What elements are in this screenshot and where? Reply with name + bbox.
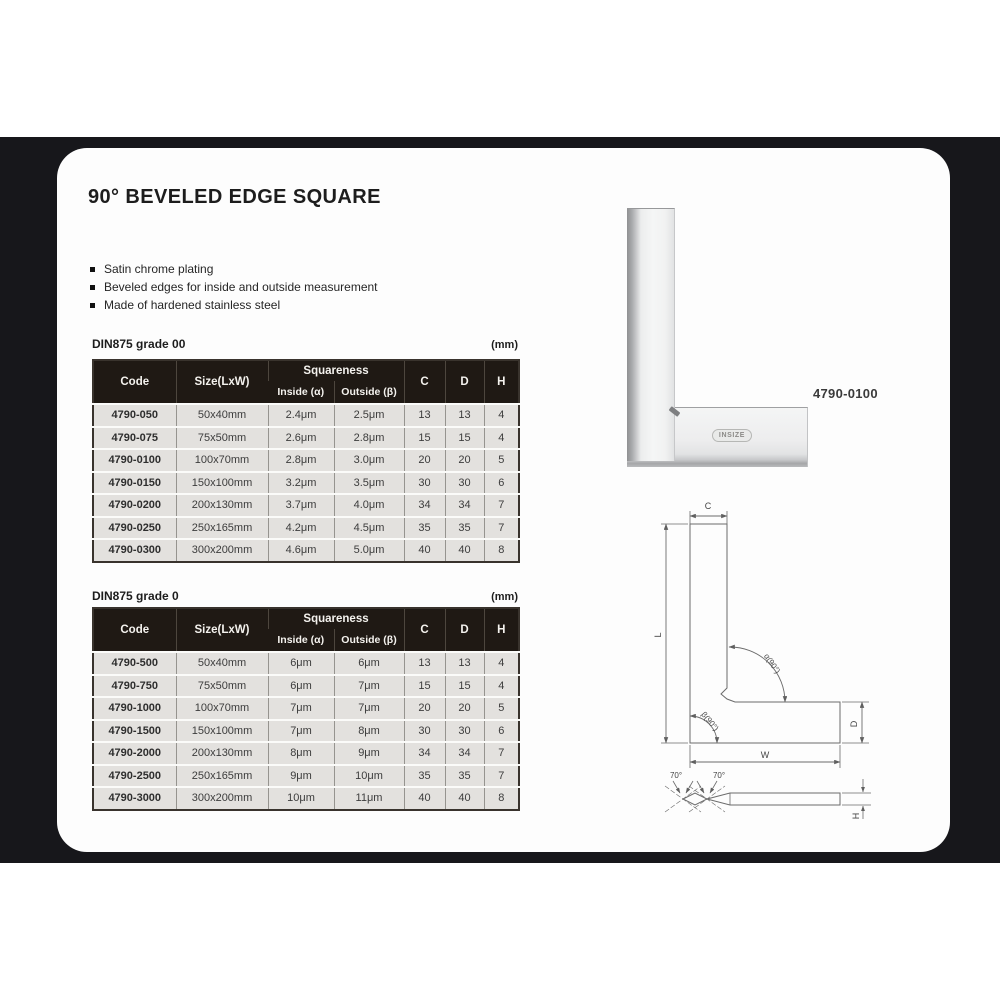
cell-d: 30 — [445, 472, 484, 495]
cell-h: 7 — [484, 742, 519, 765]
col-header-h: H — [484, 608, 519, 652]
col-header-outside: Outside (β) — [334, 629, 404, 652]
technical-diagram — [630, 495, 885, 835]
cell-size: 50x40mm — [176, 404, 268, 427]
cell-inside: 6μm — [268, 675, 334, 698]
col-header-size: Size(LxW) — [176, 360, 268, 404]
cell-h: 4 — [484, 675, 519, 698]
cell-size: 75x50mm — [176, 427, 268, 450]
cell-h: 4 — [484, 404, 519, 427]
cell-d: 40 — [445, 539, 484, 562]
cell-size: 75x50mm — [176, 675, 268, 698]
col-header-outside: Outside (β) — [334, 381, 404, 404]
cell-d: 13 — [445, 404, 484, 427]
col-header-squareness: Squareness — [268, 360, 404, 381]
cell-outside: 9μm — [334, 742, 404, 765]
cell-c: 30 — [404, 472, 445, 495]
table1-caption: DIN875 grade 00 — [92, 337, 186, 351]
spec-table-grade00 — [92, 359, 520, 563]
cell-code: 4790-1500 — [93, 720, 176, 743]
cell-h: 8 — [484, 539, 519, 562]
cell-size: 50x40mm — [176, 652, 268, 675]
square-outline — [690, 524, 840, 743]
col-header-c: C — [404, 608, 445, 652]
cell-code: 4790-1000 — [93, 697, 176, 720]
cell-h: 4 — [484, 427, 519, 450]
table2-caption-row — [92, 589, 518, 603]
bevel-angle-right-label: 70° — [712, 771, 726, 780]
table2-caption: DIN875 grade 0 — [92, 589, 179, 603]
dim-label-c: C — [704, 501, 712, 511]
cell-size: 150x100mm — [176, 720, 268, 743]
cell-d: 20 — [445, 697, 484, 720]
bullet-square-icon — [90, 285, 95, 290]
table-row — [93, 787, 519, 810]
cell-h: 7 — [484, 517, 519, 540]
table-row — [93, 675, 519, 698]
table-row — [93, 697, 519, 720]
col-header-h: H — [484, 360, 519, 404]
cell-outside: 7μm — [334, 697, 404, 720]
table-row — [93, 652, 519, 675]
col-header-inside: Inside (α) — [268, 629, 334, 652]
cell-size: 300x200mm — [176, 539, 268, 562]
cell-d: 40 — [445, 787, 484, 810]
table1-unit-note: (mm) — [491, 339, 518, 351]
cell-c: 40 — [404, 787, 445, 810]
table-row — [93, 765, 519, 788]
cell-code: 4790-0300 — [93, 539, 176, 562]
feature-text: Satin chrome plating — [104, 262, 214, 276]
cell-c: 15 — [404, 675, 445, 698]
dim-label-h: H — [851, 812, 861, 820]
beta-angle-label: β(90°) — [699, 710, 721, 733]
cell-inside: 7μm — [268, 720, 334, 743]
cell-outside: 3.0μm — [334, 449, 404, 472]
bullet-square-icon — [90, 303, 95, 308]
cell-h: 7 — [484, 494, 519, 517]
table-row — [93, 427, 519, 450]
cell-c: 20 — [404, 449, 445, 472]
cell-code: 4790-750 — [93, 675, 176, 698]
cell-c: 20 — [404, 697, 445, 720]
table2-header — [93, 608, 519, 652]
cell-code: 4790-2000 — [93, 742, 176, 765]
spec-table-grade0 — [92, 607, 520, 811]
cell-size: 250x165mm — [176, 517, 268, 540]
square-blade — [627, 208, 675, 461]
cell-c: 34 — [404, 494, 445, 517]
col-header-size: Size(LxW) — [176, 608, 268, 652]
table-row — [93, 449, 519, 472]
cell-h: 5 — [484, 449, 519, 472]
col-header-squareness: Squareness — [268, 608, 404, 629]
cell-c: 40 — [404, 539, 445, 562]
cell-outside: 4.0μm — [334, 494, 404, 517]
cell-outside: 11μm — [334, 787, 404, 810]
cell-code: 4790-0150 — [93, 472, 176, 495]
insize-logo: INSIZE — [712, 429, 752, 442]
cell-size: 300x200mm — [176, 787, 268, 810]
cell-d: 13 — [445, 652, 484, 675]
cell-code: 4790-0250 — [93, 517, 176, 540]
cell-inside: 8μm — [268, 742, 334, 765]
table-row — [93, 472, 519, 495]
cell-c: 15 — [404, 427, 445, 450]
cell-size: 100x70mm — [176, 449, 268, 472]
cell-d: 30 — [445, 720, 484, 743]
cell-size: 150x100mm — [176, 472, 268, 495]
cross-section-tip — [683, 793, 707, 805]
feature-item — [90, 260, 378, 278]
cell-code: 4790-2500 — [93, 765, 176, 788]
cell-inside: 3.2μm — [268, 472, 334, 495]
cell-d: 15 — [445, 427, 484, 450]
feature-text: Beveled edges for inside and outside measurement — [104, 280, 378, 294]
cell-code: 4790-0100 — [93, 449, 176, 472]
cell-outside: 2.8μm — [334, 427, 404, 450]
cell-outside: 5.0μm — [334, 539, 404, 562]
col-header-d: D — [445, 360, 484, 404]
datasheet-card — [57, 148, 950, 852]
feature-list — [90, 260, 378, 314]
bevel-angle-left-label: 70° — [669, 771, 683, 780]
alpha-angle-arc — [729, 647, 785, 702]
col-header-inside: Inside (α) — [268, 381, 334, 404]
cell-d: 15 — [445, 675, 484, 698]
cell-inside: 2.4μm — [268, 404, 334, 427]
cell-d: 20 — [445, 449, 484, 472]
cell-outside: 7μm — [334, 675, 404, 698]
cell-inside: 2.8μm — [268, 449, 334, 472]
cell-outside: 4.5μm — [334, 517, 404, 540]
cross-section-bar — [707, 793, 840, 805]
table-row — [93, 404, 519, 427]
cell-size: 100x70mm — [176, 697, 268, 720]
cell-inside: 4.6μm — [268, 539, 334, 562]
cell-d: 34 — [445, 742, 484, 765]
cell-inside: 9μm — [268, 765, 334, 788]
col-header-code: Code — [93, 608, 176, 652]
cell-size: 200x130mm — [176, 742, 268, 765]
cell-code: 4790-0200 — [93, 494, 176, 517]
cell-c: 35 — [404, 517, 445, 540]
cell-c: 34 — [404, 742, 445, 765]
dim-label-d: D — [849, 720, 859, 728]
feature-item — [90, 296, 378, 314]
col-header-d: D — [445, 608, 484, 652]
cell-code: 4790-500 — [93, 652, 176, 675]
table1-header — [93, 360, 519, 404]
cell-c: 35 — [404, 765, 445, 788]
table-row — [93, 517, 519, 540]
cell-c: 13 — [404, 404, 445, 427]
cell-inside: 10μm — [268, 787, 334, 810]
table2-unit-note: (mm) — [491, 591, 518, 603]
table-row — [93, 539, 519, 562]
cell-outside: 8μm — [334, 720, 404, 743]
cell-h: 6 — [484, 472, 519, 495]
cell-outside: 2.5μm — [334, 404, 404, 427]
cell-code: 4790-050 — [93, 404, 176, 427]
cell-inside: 6μm — [268, 652, 334, 675]
dim-label-w: W — [760, 750, 770, 760]
alpha-angle-label: α(90°) — [762, 651, 783, 676]
cell-outside: 3.5μm — [334, 472, 404, 495]
bullet-square-icon — [90, 267, 95, 272]
cell-d: 34 — [445, 494, 484, 517]
page-title: 90° BEVELED EDGE SQUARE — [88, 186, 381, 208]
cell-h: 6 — [484, 720, 519, 743]
table-row — [93, 742, 519, 765]
dim-label-l: L — [653, 632, 663, 638]
col-header-code: Code — [93, 360, 176, 404]
table-row — [93, 494, 519, 517]
cell-inside: 3.7μm — [268, 494, 334, 517]
cell-code: 4790-3000 — [93, 787, 176, 810]
cell-inside: 2.6μm — [268, 427, 334, 450]
table-row — [93, 720, 519, 743]
cell-h: 4 — [484, 652, 519, 675]
cell-size: 200x130mm — [176, 494, 268, 517]
cell-outside: 10μm — [334, 765, 404, 788]
cell-inside: 7μm — [268, 697, 334, 720]
cell-d: 35 — [445, 765, 484, 788]
cell-c: 30 — [404, 720, 445, 743]
cell-h: 7 — [484, 765, 519, 788]
cell-size: 250x165mm — [176, 765, 268, 788]
product-code-label: 4790-0100 — [813, 386, 878, 401]
cell-d: 35 — [445, 517, 484, 540]
cell-outside: 6μm — [334, 652, 404, 675]
cell-c: 13 — [404, 652, 445, 675]
feature-item — [90, 278, 378, 296]
cell-inside: 4.2μm — [268, 517, 334, 540]
feature-text: Made of hardened stainless steel — [104, 298, 281, 312]
cell-h: 8 — [484, 787, 519, 810]
col-header-c: C — [404, 360, 445, 404]
table1-caption-row — [92, 337, 518, 351]
cell-h: 5 — [484, 697, 519, 720]
cell-code: 4790-075 — [93, 427, 176, 450]
